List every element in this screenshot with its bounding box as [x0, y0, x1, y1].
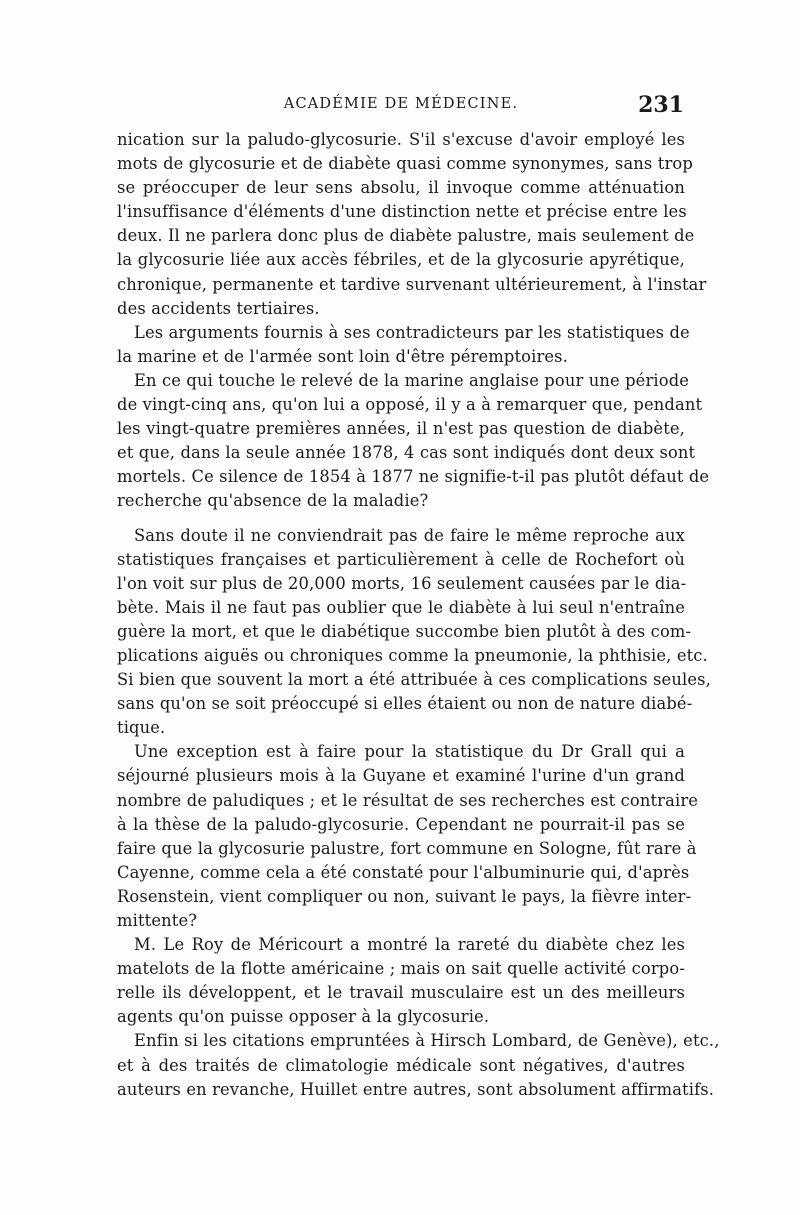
text-line: l'insuffisance d'éléments d'une distinction nette et précise entre les [117, 202, 687, 222]
paragraph [117, 369, 710, 514]
text-line: mortels. Ce silence de 1854 à 1877 ne signifie-t-il pas plutôt défaut de [117, 467, 710, 487]
paragraph [117, 524, 711, 741]
text-line: et à des traités de climatologie médicale sont négatives, d'autres [117, 1055, 685, 1075]
paragraph-gap [117, 514, 685, 524]
text-line: mots de glycosurie et de diabète quasi comme synonymes, sans trop [117, 154, 693, 174]
text-line: faire que la glycosurie palustre, fort commune en Sologne, fût rare à [117, 838, 697, 858]
text-line: statistiques françaises et particulièrement à celle de Rochefort où [117, 549, 685, 569]
text-line: des accidents tertiaires. [117, 298, 320, 318]
text-line: la glycosurie liée aux accès fébriles, et de la glycosurie apyrétique, [117, 250, 685, 270]
text-line: se préoccuper de leur sens absolu, il invoque comme atténuation [117, 178, 685, 198]
text-line: les vingt-quatre premières années, il n'est pas question de diabète, [117, 419, 685, 439]
paragraph [117, 740, 699, 933]
paragraph [117, 321, 690, 369]
text-line: Si bien que souvent la mort a été attribuée à ces complications seules, [117, 670, 711, 690]
text-line: mittente? [117, 911, 198, 930]
text-line: Enfin si les citations empruntées à Hirsch Lombard, de Genève), etc., [134, 1031, 720, 1051]
text-line: l'on voit sur plus de 20,000 morts, 16 seulement causées par le dia- [117, 573, 687, 593]
text-line: En ce qui touche le relevé de la marine anglaise pour une période [134, 370, 690, 390]
text-line: et que, dans la seule année 1878, 4 cas sont indiqués dont deux sont [117, 443, 696, 463]
text-line: Une exception est à faire pour la statistique du Dr Grall qui a [134, 742, 685, 762]
text-line: plications aiguës ou chroniques comme la pneumonie, la phthisie, etc. [117, 645, 708, 665]
text-line: Les arguments fournis à ses contradicteurs par les statistiques de [134, 322, 690, 342]
text-line: sans qu'on se soit préoccupé si elles étaient ou non de nature diabé- [117, 694, 693, 714]
text-line: guère la mort, et que le diabétique succombe bien plutôt à des com- [117, 621, 692, 641]
text-line: nication sur la paludo-glycosurie. S'il s'excuse d'avoir employé les [117, 130, 685, 149]
text-line: matelots de la flotte américaine ; mais on sait quelle activité corpo- [117, 959, 685, 979]
paragraph [117, 128, 707, 321]
running-title: ACADÉMIE DE MÉDECINE. [283, 96, 519, 112]
running-head [118, 92, 684, 120]
text-line: chronique, permanente et tardive survenant ultérieurement, à l'instar [117, 274, 707, 294]
text-line: deux. Il ne parlera donc plus de diabète palustre, mais seulement de [117, 226, 695, 246]
text-line: à la thèse de la paludo-glycosurie. Cependant ne pourrait-il pas se [117, 814, 685, 834]
text-line: séjourné plusieurs mois à la Guyane et examiné l'urine d'un grand [117, 766, 685, 786]
text-line: Cayenne, comme cela a été constaté pour l'albuminurie qui, d'après [117, 862, 690, 882]
page-number: 231 [638, 92, 684, 118]
text-line: M. Le Roy de Méricourt a montré la rareté du diabète chez les [134, 935, 685, 955]
text-line: bète. Mais il ne faut pas oublier que le diabète à lui seul n'entraîne [117, 597, 685, 617]
text-line: nombre de paludiques ; et le résultat de ses recherches est contraire [117, 790, 699, 810]
text-line: Sans doute il ne conviendrait pas de faire le même reproche aux [134, 525, 685, 545]
text-line: la marine et de l'armée sont loin d'être péremptoires. [117, 346, 569, 366]
text-line: auteurs en revanche, Huillet entre autres, sont absolument affirmatifs. [117, 1079, 715, 1099]
text-line: Rosenstein, vient compliquer ou non, suivant le pays, la fièvre inter- [117, 886, 692, 906]
text-line: relle ils développent, et le travail musculaire est un des meilleurs [117, 983, 685, 1003]
text-line: recherche qu'absence de la maladie? [117, 491, 429, 511]
text-line: agents qu'on puisse opposer à la glycosurie. [117, 1007, 490, 1027]
paragraph [117, 1029, 720, 1101]
paragraph [117, 933, 685, 1029]
text-line: de vingt-cinq ans, qu'on lui a opposé, il y a à remarquer que, pendant [117, 395, 703, 415]
text-line: tique. [117, 718, 166, 738]
body-text [117, 128, 720, 1102]
